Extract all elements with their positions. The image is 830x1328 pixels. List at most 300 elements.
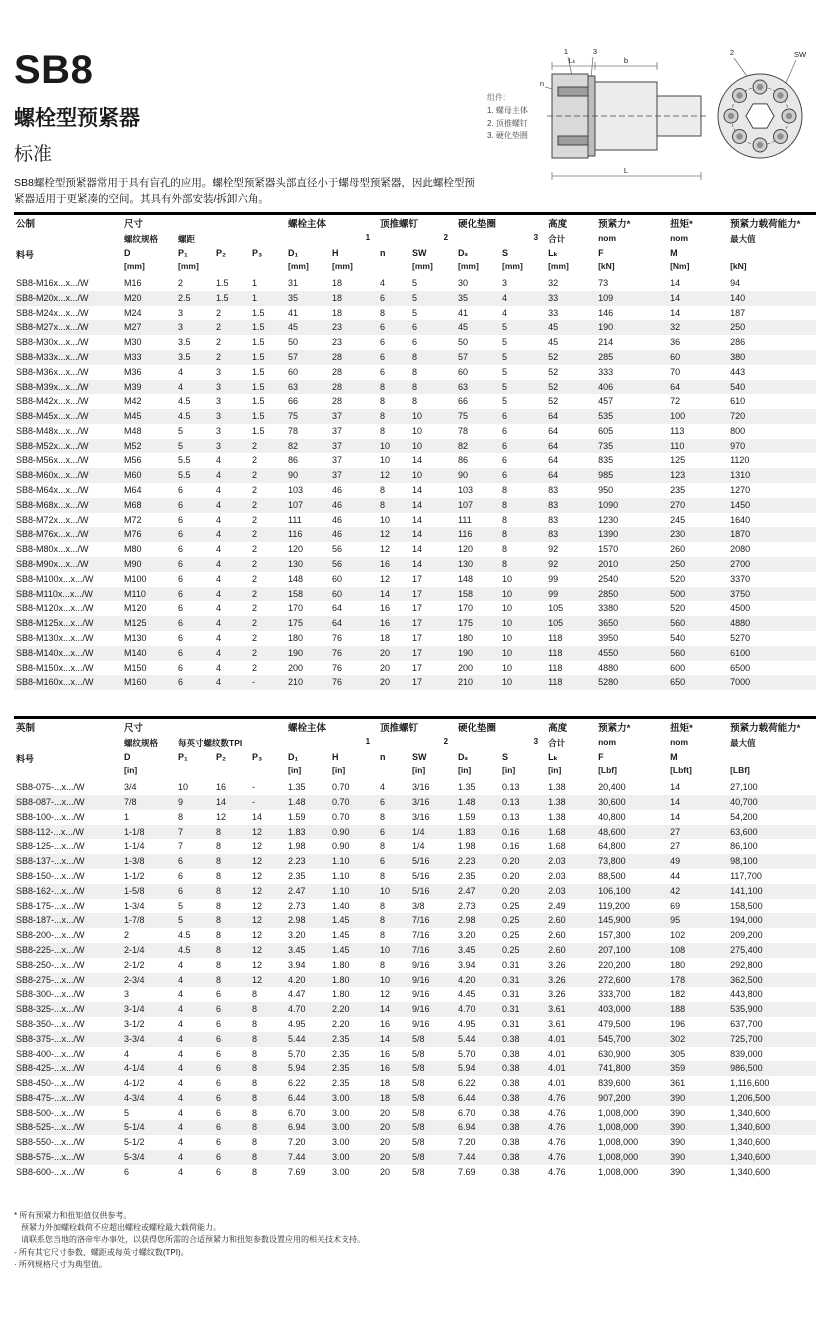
spec-value: 6 bbox=[178, 588, 184, 599]
spec-value: 66 bbox=[288, 396, 299, 407]
spec-value: 175 bbox=[458, 618, 474, 629]
spec-value: 4 bbox=[380, 782, 386, 793]
spec-value: 3.61 bbox=[548, 1004, 566, 1015]
spec-value: 5 bbox=[178, 440, 184, 451]
header-cell: [mm] bbox=[332, 260, 353, 271]
spec-value: 207,100 bbox=[598, 944, 631, 955]
table-row bbox=[14, 631, 816, 646]
spec-value: M56 bbox=[124, 455, 142, 466]
spec-value: 6 bbox=[216, 1152, 222, 1163]
spec-value: 4 bbox=[178, 1122, 184, 1133]
spec-value: 120 bbox=[458, 544, 474, 555]
spec-value: 5-1/4 bbox=[124, 1122, 145, 1133]
spacer bbox=[14, 261, 122, 276]
max-label: 最大值 bbox=[730, 738, 756, 749]
spec-value: 560 bbox=[670, 618, 686, 629]
spec-value: 2.98 bbox=[458, 915, 476, 926]
part-number: SB8-325-...x.../W bbox=[16, 1004, 85, 1015]
spec-value: 2010 bbox=[598, 559, 619, 570]
spec-value: 63,600 bbox=[730, 826, 758, 837]
spec-value: 4 bbox=[178, 959, 184, 970]
spec-value: 8 bbox=[380, 915, 386, 926]
spec-value: 28 bbox=[332, 381, 343, 392]
table-row bbox=[14, 1120, 816, 1135]
spec-value: 6 bbox=[216, 1166, 222, 1177]
spec-value: 3.61 bbox=[548, 1018, 566, 1029]
spec-value: 4 bbox=[178, 1004, 184, 1015]
part-number: SB8-M72x...x.../W bbox=[16, 514, 89, 525]
spec-value: 3 bbox=[178, 307, 184, 318]
spec-value: 140 bbox=[730, 292, 746, 303]
spec-value: 3.45 bbox=[458, 944, 476, 955]
footnote-line: - 所有其它尺寸参数、螺距或每英寸螺纹数(TPI)。 bbox=[14, 1247, 189, 1257]
spec-value: 443,800 bbox=[730, 989, 763, 1000]
spec-value: 50 bbox=[288, 337, 299, 348]
spec-value: 8 bbox=[252, 1122, 258, 1133]
spec-value: 76 bbox=[332, 633, 343, 644]
spec-value: 0.31 bbox=[502, 1018, 520, 1029]
spec-value: 605 bbox=[598, 425, 614, 436]
table-row bbox=[14, 365, 816, 380]
header-cell: D₁ bbox=[288, 752, 299, 763]
part-number: SB8-450-...x.../W bbox=[16, 1078, 85, 1089]
spec-value: 123 bbox=[670, 470, 686, 481]
spec-value: 83 bbox=[548, 514, 559, 525]
spec-value: M130 bbox=[124, 633, 147, 644]
spec-value: 6 bbox=[380, 292, 386, 303]
spec-value: 1.98 bbox=[288, 841, 306, 852]
spec-value: 12 bbox=[380, 573, 391, 584]
spec-value: 8 bbox=[252, 1063, 258, 1074]
spec-value: 3.45 bbox=[288, 944, 306, 955]
spec-value: 2 bbox=[252, 559, 258, 570]
spec-value: 125 bbox=[670, 455, 686, 466]
spec-value: 5.70 bbox=[288, 1048, 306, 1059]
spec-value: 73,800 bbox=[598, 856, 626, 867]
spec-value: 2 bbox=[252, 440, 258, 451]
spec-value: 0.70 bbox=[332, 811, 350, 822]
spec-value: 56 bbox=[332, 544, 343, 555]
table-row bbox=[14, 913, 816, 928]
header-cell: F bbox=[598, 247, 604, 258]
spec-value: 6.70 bbox=[458, 1107, 476, 1118]
spec-value: 14 bbox=[412, 499, 423, 510]
part-number: SB8-M16x...x.../W bbox=[16, 277, 89, 288]
spec-value: 20 bbox=[380, 677, 391, 688]
table-row bbox=[14, 1047, 816, 1062]
header-cell: [in] bbox=[502, 765, 516, 776]
spec-value: 637,700 bbox=[730, 1018, 763, 1029]
spec-value: 8 bbox=[380, 499, 386, 510]
table-row bbox=[14, 987, 816, 1002]
spec-value: 180 bbox=[670, 959, 686, 970]
spec-value: 6.22 bbox=[458, 1078, 476, 1089]
spec-value: 6 bbox=[178, 856, 184, 867]
spec-value: 8 bbox=[380, 959, 386, 970]
header-cell bbox=[728, 245, 816, 261]
spec-value: 6 bbox=[178, 485, 184, 496]
spec-value: 1,340,600 bbox=[730, 1137, 771, 1148]
spec-value: 2 bbox=[252, 603, 258, 614]
spec-value: 2.73 bbox=[288, 900, 306, 911]
spec-value: 6 bbox=[380, 337, 386, 348]
spec-value: 1.5 bbox=[252, 337, 265, 348]
spec-value: 1,008,000 bbox=[598, 1107, 639, 1118]
spec-value: 0.38 bbox=[502, 1063, 520, 1074]
table-row bbox=[14, 468, 816, 483]
header-cell: [mm] bbox=[458, 260, 479, 271]
spec-value: 4.01 bbox=[548, 1033, 566, 1044]
spec-value: 105 bbox=[548, 603, 564, 614]
part-number: SB8-375-...x.../W bbox=[16, 1033, 85, 1044]
spec-value: 3/4 bbox=[124, 782, 137, 793]
spec-value: 27 bbox=[670, 826, 681, 837]
group-bolt-body: 螺栓主体 bbox=[288, 219, 327, 230]
spec-value: 6 bbox=[178, 870, 184, 881]
spec-value: 18 bbox=[332, 277, 343, 288]
spec-value: 214 bbox=[598, 337, 614, 348]
part-number: SB8-M56x...x.../W bbox=[16, 455, 89, 466]
group-size: 尺寸 bbox=[124, 723, 144, 735]
spec-value: 4 bbox=[216, 647, 222, 658]
spec-value: 187 bbox=[730, 307, 746, 318]
spec-value: 403,000 bbox=[598, 1004, 631, 1015]
part-number: SB8-M24x...x.../W bbox=[16, 307, 89, 318]
spec-value: 0.70 bbox=[332, 782, 350, 793]
spec-value: 94 bbox=[730, 277, 741, 288]
spec-value: 110 bbox=[670, 440, 685, 451]
spec-value: 182 bbox=[670, 989, 686, 1000]
spec-value: 10 bbox=[412, 470, 423, 481]
spec-value: 8 bbox=[216, 930, 222, 941]
spec-value: 1390 bbox=[598, 529, 619, 540]
spec-value: 272,600 bbox=[598, 974, 631, 985]
spec-value: 535,900 bbox=[730, 1004, 763, 1015]
spec-value: 4.76 bbox=[548, 1107, 566, 1118]
spec-value: 145,900 bbox=[598, 915, 631, 926]
spec-value: 86,100 bbox=[730, 841, 758, 852]
spec-value: 6 bbox=[216, 1048, 222, 1059]
spec-value: 2-1/2 bbox=[124, 959, 145, 970]
spec-value: 4.47 bbox=[288, 989, 306, 1000]
spec-value: 2 bbox=[252, 544, 258, 555]
spec-value: 3650 bbox=[598, 618, 619, 629]
spec-value: 6 bbox=[380, 351, 386, 362]
part-number: SB8-525-...x.../W bbox=[16, 1122, 85, 1133]
spec-value: 220,200 bbox=[598, 959, 631, 970]
part-number: SB8-187-...x.../W bbox=[16, 915, 85, 926]
spec-value: 18 bbox=[332, 307, 343, 318]
spec-value: 1.48 bbox=[288, 796, 306, 807]
header-cell: [mm] bbox=[412, 260, 433, 271]
spec-value: 157,300 bbox=[598, 930, 631, 941]
spec-value: 250 bbox=[670, 559, 686, 570]
spec-value: 1640 bbox=[730, 514, 751, 525]
spec-value: 286 bbox=[730, 337, 746, 348]
spec-value: 8 bbox=[502, 544, 508, 555]
spec-value: 6100 bbox=[730, 647, 751, 658]
spec-value: 46 bbox=[332, 499, 343, 510]
spec-value: 9/16 bbox=[412, 1018, 430, 1029]
spec-value: 86 bbox=[458, 455, 469, 466]
spec-value: 180 bbox=[288, 633, 304, 644]
header-cell: [Lbft] bbox=[670, 765, 692, 776]
spec-value: 8 bbox=[216, 826, 222, 837]
header-cell: [in] bbox=[124, 765, 138, 776]
table-row bbox=[14, 453, 816, 468]
part-number: SB8-M120x...x.../W bbox=[16, 603, 94, 614]
spec-value: 5/16 bbox=[412, 870, 430, 881]
spec-value: 10 bbox=[412, 425, 423, 436]
spec-value: 0.31 bbox=[502, 959, 520, 970]
spec-value: 5/8 bbox=[412, 1107, 425, 1118]
spec-value: 1310 bbox=[730, 470, 751, 481]
spec-value: 4 bbox=[216, 603, 222, 614]
spec-value: 3 bbox=[216, 425, 222, 436]
spec-value: 1.45 bbox=[332, 944, 350, 955]
spec-value: 6 bbox=[178, 499, 184, 510]
spec-value: 111 bbox=[288, 514, 302, 525]
spec-value: 3 bbox=[216, 440, 222, 451]
spec-value: 5.94 bbox=[458, 1063, 476, 1074]
spec-value: 14 bbox=[670, 811, 681, 822]
table-row bbox=[14, 928, 816, 943]
header-cell: [LBf] bbox=[730, 765, 750, 776]
header-cell: [mm] bbox=[548, 260, 569, 271]
table-row bbox=[14, 810, 816, 825]
spec-value: 2.73 bbox=[458, 900, 476, 911]
spec-value: 6 bbox=[216, 1018, 222, 1029]
spec-value: 175 bbox=[288, 618, 304, 629]
part-number: SB8-M33x...x.../W bbox=[16, 351, 89, 362]
part-number: SB8-275-...x.../W bbox=[16, 974, 85, 985]
spec-value: 545,700 bbox=[598, 1033, 631, 1044]
table-row bbox=[14, 380, 816, 395]
spec-value: 4 bbox=[178, 1152, 184, 1163]
spec-value: 3.5 bbox=[178, 337, 191, 348]
spec-value: 10 bbox=[178, 782, 189, 793]
spec-value: 4 bbox=[178, 1033, 184, 1044]
spec-value: 3.00 bbox=[332, 1152, 350, 1163]
spec-value: 245 bbox=[670, 514, 686, 525]
spec-value: 4-1/2 bbox=[124, 1078, 145, 1089]
spec-value: 170 bbox=[458, 603, 474, 614]
spec-value: 0.38 bbox=[502, 1033, 520, 1044]
spec-value: 1.38 bbox=[548, 782, 566, 793]
spec-value: 9 bbox=[178, 796, 184, 807]
part-number: SB8-M100x...x.../W bbox=[16, 573, 94, 584]
header-cell: P₃ bbox=[252, 247, 263, 258]
spec-value: 46 bbox=[332, 529, 343, 540]
spec-value: M52 bbox=[124, 440, 142, 451]
spec-value: 5 bbox=[502, 366, 508, 377]
spec-value: 8 bbox=[252, 989, 258, 1000]
spec-value: M100 bbox=[124, 573, 147, 584]
dim-sw-label: SW bbox=[793, 50, 807, 59]
spec-value: M16 bbox=[124, 277, 142, 288]
header-cell: P₂ bbox=[216, 752, 227, 763]
spec-value: 4.95 bbox=[288, 1018, 306, 1029]
spec-value: 17 bbox=[412, 647, 423, 658]
spec-value: 60 bbox=[288, 366, 299, 377]
spec-value: 8 bbox=[216, 974, 222, 985]
spacer bbox=[14, 231, 122, 245]
table-row bbox=[14, 1150, 816, 1165]
part-number: SB8-M48x...x.../W bbox=[16, 425, 89, 436]
spec-value: 3750 bbox=[730, 588, 751, 599]
spec-value: 6 bbox=[380, 322, 386, 333]
spec-value: 12 bbox=[380, 989, 391, 1000]
spec-value: 20 bbox=[380, 647, 391, 658]
table-row bbox=[14, 899, 816, 914]
spec-value: 5/16 bbox=[412, 856, 430, 867]
tensioner-diagram-svg bbox=[538, 44, 816, 190]
nom-label: nom bbox=[670, 232, 689, 243]
spec-value: 3 bbox=[216, 366, 222, 377]
spec-value: 8 bbox=[252, 1033, 258, 1044]
spec-value: 2.35 bbox=[332, 1078, 350, 1089]
page-title: SB8 bbox=[14, 48, 94, 92]
spec-value: 6 bbox=[502, 411, 508, 422]
part-number: SB8-575-...x.../W bbox=[16, 1152, 85, 1163]
spec-value: 146 bbox=[598, 307, 614, 318]
spec-value: 6 bbox=[216, 1004, 222, 1015]
product-subtitle: 螺栓型预紧器 bbox=[14, 107, 140, 130]
header-cell: [in] bbox=[548, 765, 562, 776]
spec-value: 3 bbox=[216, 411, 222, 422]
spec-value: 69 bbox=[670, 900, 681, 911]
spec-value: 17 bbox=[412, 603, 423, 614]
spec-value: 4.76 bbox=[548, 1122, 566, 1133]
spec-value: 3380 bbox=[598, 603, 619, 614]
spec-value: 148 bbox=[288, 573, 304, 584]
spec-value: 17 bbox=[412, 573, 423, 584]
spec-value: 3.94 bbox=[288, 959, 306, 970]
spec-value: 41 bbox=[458, 307, 469, 318]
spec-value: 92 bbox=[548, 544, 559, 555]
spec-value: 3950 bbox=[598, 633, 619, 644]
spec-value: 210 bbox=[458, 677, 474, 688]
spec-value: 4 bbox=[216, 514, 222, 525]
spec-value: 4 bbox=[216, 470, 222, 481]
spec-value: 10 bbox=[412, 440, 423, 451]
spec-value: 800 bbox=[730, 425, 746, 436]
part-number: SB8-112-...x.../W bbox=[16, 826, 84, 837]
header-cell: [in] bbox=[288, 765, 302, 776]
total-label: 合计 bbox=[548, 233, 566, 244]
spec-value: 7.69 bbox=[458, 1166, 476, 1177]
table-row bbox=[14, 884, 816, 899]
spec-value: 359 bbox=[670, 1063, 686, 1074]
spec-value: 12 bbox=[380, 544, 391, 555]
spec-value: 28 bbox=[332, 396, 343, 407]
spec-value: 4.01 bbox=[548, 1048, 566, 1059]
spec-value: 2.20 bbox=[332, 1004, 350, 1015]
spec-value: 108 bbox=[670, 944, 686, 955]
spec-value: 2 bbox=[252, 662, 258, 673]
table-row bbox=[14, 1165, 816, 1180]
table-row bbox=[14, 616, 816, 631]
part-number-header: 料号 bbox=[16, 754, 35, 765]
spec-value: 1.80 bbox=[332, 959, 350, 970]
spec-value: 30,600 bbox=[598, 796, 626, 807]
spec-value: 1.80 bbox=[332, 974, 350, 985]
spec-value: 111 bbox=[458, 514, 472, 525]
imperial-table bbox=[14, 716, 816, 1179]
spec-value: 1.10 bbox=[332, 885, 350, 896]
spec-value: 60 bbox=[332, 573, 343, 584]
part-number: SB8-162-...x.../W bbox=[16, 885, 85, 896]
spec-value: 1.5 bbox=[252, 425, 265, 436]
spec-value: 6 bbox=[216, 1137, 222, 1148]
spec-value: 118 bbox=[548, 633, 563, 644]
spec-value: 4880 bbox=[730, 618, 751, 629]
spec-value: M30 bbox=[124, 337, 142, 348]
spec-tables bbox=[0, 212, 830, 1180]
spec-value: 14 bbox=[670, 782, 681, 793]
spec-value: 8 bbox=[252, 1018, 258, 1029]
spec-value: 4.01 bbox=[548, 1063, 566, 1074]
spec-value: 12 bbox=[252, 900, 263, 911]
table-row bbox=[14, 795, 816, 810]
spec-value: 4.5 bbox=[178, 396, 191, 407]
spec-value: 275,400 bbox=[730, 944, 763, 955]
spec-value: 5270 bbox=[730, 633, 751, 644]
spec-value: 3.00 bbox=[332, 1122, 350, 1133]
spec-value: 14 bbox=[216, 796, 227, 807]
callout-3-label: 3 bbox=[592, 47, 598, 56]
header-cell: [mm] bbox=[288, 260, 309, 271]
spec-value: 194,000 bbox=[730, 915, 763, 926]
spec-value: 5.44 bbox=[458, 1033, 476, 1044]
part-number: SB8-225-...x.../W bbox=[16, 944, 85, 955]
header-cell bbox=[214, 765, 250, 780]
spec-value: 305 bbox=[670, 1048, 686, 1059]
spec-value: 390 bbox=[670, 1092, 686, 1103]
spec-value: M36 bbox=[124, 366, 142, 377]
table-row bbox=[14, 1106, 816, 1121]
spec-value: 1,116,600 bbox=[730, 1078, 770, 1089]
part-number: SB8-M125x...x.../W bbox=[16, 618, 94, 629]
footnotes bbox=[0, 1206, 830, 1272]
spec-value: 443 bbox=[730, 366, 746, 377]
spec-value: 8 bbox=[380, 425, 386, 436]
spec-value: 1 bbox=[252, 292, 258, 303]
spec-value: 285 bbox=[598, 351, 614, 362]
header-cell: P₁ bbox=[178, 752, 188, 763]
table-row bbox=[14, 958, 816, 973]
group-preload: 预紧力* bbox=[598, 219, 631, 230]
spec-value: 90 bbox=[458, 470, 469, 481]
spec-value: 4500 bbox=[730, 603, 751, 614]
spec-value: 650 bbox=[670, 677, 686, 688]
spec-value: 18 bbox=[380, 1078, 391, 1089]
spec-value: 8 bbox=[502, 499, 508, 510]
spec-value: M68 bbox=[124, 499, 142, 510]
spec-value: 45 bbox=[548, 322, 559, 333]
spec-value: 8 bbox=[380, 307, 386, 318]
spec-value: 4 bbox=[380, 277, 386, 288]
spec-value: 3.26 bbox=[548, 974, 566, 985]
spec-value: 66 bbox=[458, 396, 469, 407]
spec-value: 6 bbox=[178, 603, 184, 614]
spec-value: 8 bbox=[252, 1166, 258, 1177]
spec-value: 0.70 bbox=[332, 796, 350, 807]
spec-value: 6 bbox=[178, 677, 184, 688]
spec-value: M140 bbox=[124, 647, 147, 658]
spec-value: 12 bbox=[216, 811, 227, 822]
spec-value: 95 bbox=[670, 915, 681, 926]
